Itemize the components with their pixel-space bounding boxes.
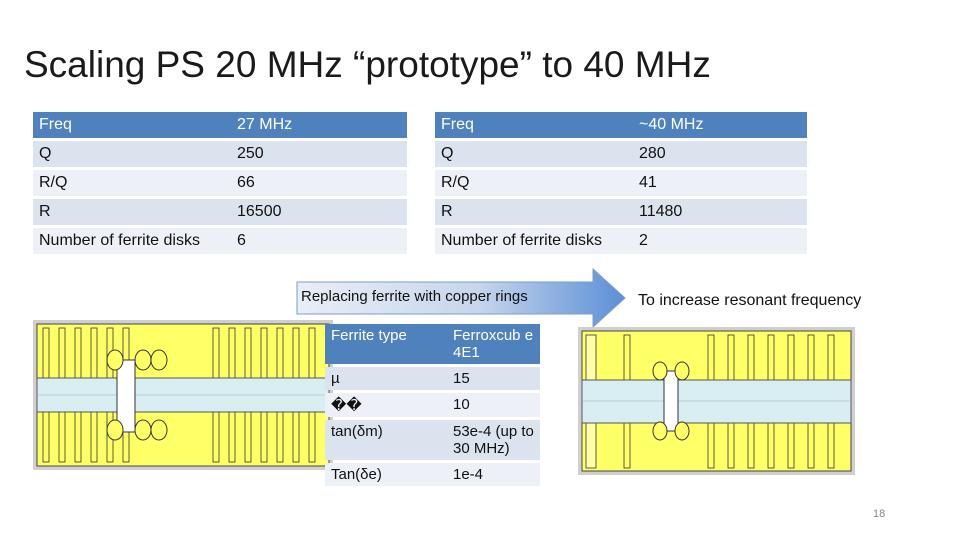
- param-label: R: [435, 199, 633, 225]
- ferrite-label: tan(δm): [325, 420, 447, 460]
- ferrite-label: µ: [325, 367, 447, 390]
- param-label: Freq: [435, 112, 633, 138]
- ferrite-value: 1e-4: [447, 463, 540, 486]
- table-row: [33, 112, 407, 138]
- replacement-arrow: [295, 268, 627, 328]
- table-row: [435, 141, 807, 167]
- table-row: [325, 463, 540, 486]
- param-value: 250: [231, 141, 407, 167]
- param-value: 280: [633, 141, 807, 167]
- param-value: 66: [231, 170, 407, 196]
- param-value: 41: [633, 170, 807, 196]
- table-row: [33, 170, 407, 196]
- param-label: R/Q: [435, 170, 633, 196]
- ferrite-value: 15: [447, 367, 540, 390]
- ferrite-value: Ferroxcub e 4E1: [447, 324, 540, 364]
- table-20mhz: [33, 109, 407, 257]
- cavity-drawing-40mhz: [578, 327, 855, 475]
- table-row: [33, 228, 407, 254]
- table-row: [435, 170, 807, 196]
- param-value: 16500: [231, 199, 407, 225]
- param-label: Freq: [33, 112, 231, 138]
- table-row: [325, 367, 540, 390]
- table-row: [325, 420, 540, 460]
- ferrite-label: Ferrite type: [325, 324, 447, 364]
- table-row: [33, 199, 407, 225]
- table-row: [435, 199, 807, 225]
- table-row: [325, 324, 540, 364]
- param-label: R/Q: [33, 170, 231, 196]
- arrow-label: Replacing ferrite with copper rings: [301, 288, 528, 305]
- page-number: 18: [873, 508, 886, 520]
- param-label: Number of ferrite disks: [33, 228, 231, 254]
- cavity-drawing-20mhz: [33, 320, 333, 470]
- param-value: 27 MHz: [231, 112, 407, 138]
- ferrite-properties-table: [325, 321, 540, 489]
- table-row: [33, 141, 407, 167]
- param-value: 2: [633, 228, 807, 254]
- ferrite-label: Tan(δe): [325, 463, 447, 486]
- table-row: [435, 228, 807, 254]
- param-label: Q: [33, 141, 231, 167]
- param-label: Q: [435, 141, 633, 167]
- arrow-note: To increase resonant frequency: [638, 292, 862, 309]
- ferrite-value: 53e-4 (up to 30 MHz): [447, 420, 540, 460]
- param-label: R: [33, 199, 231, 225]
- param-value: 11480: [633, 199, 807, 225]
- param-value: 6: [231, 228, 407, 254]
- slide-title: Scaling PS 20 MHz “prototype” to 40 MHz: [24, 44, 711, 85]
- table-row: [325, 393, 540, 417]
- table-40mhz: [435, 109, 807, 257]
- param-label: Number of ferrite disks: [435, 228, 633, 254]
- param-value: ~40 MHz: [633, 112, 807, 138]
- ferrite-label: ��: [325, 393, 447, 417]
- ferrite-value: 10: [447, 393, 540, 417]
- table-row: [435, 112, 807, 138]
